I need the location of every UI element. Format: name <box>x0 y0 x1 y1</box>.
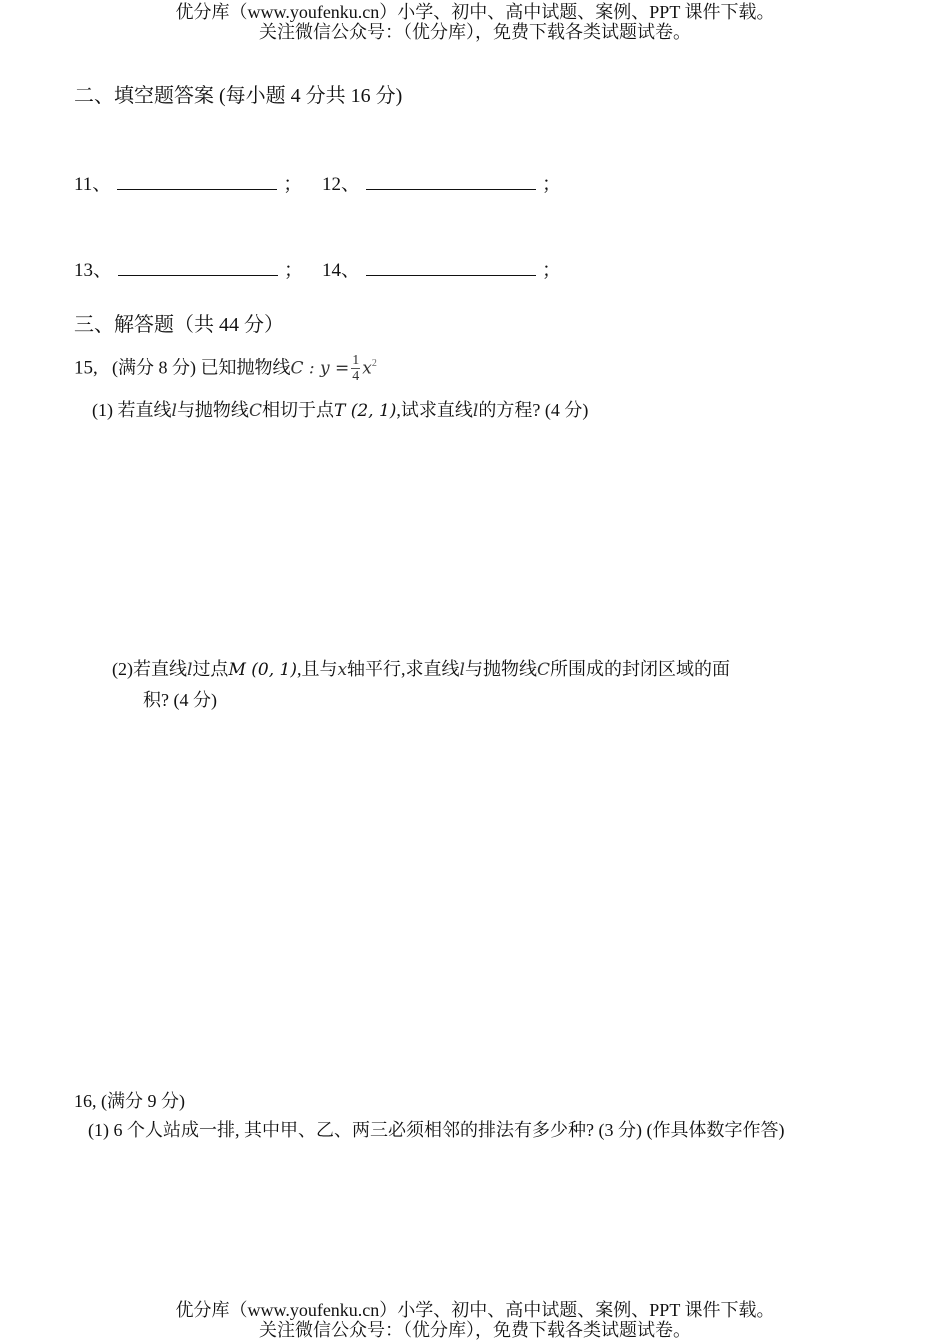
question-15 <box>74 352 377 384</box>
blank-number: 12、 <box>322 174 361 195</box>
var-l: l <box>171 401 177 421</box>
blank-13 <box>74 257 303 283</box>
fraction-numerator: 1 <box>352 353 360 369</box>
blank-end: ； <box>542 260 562 281</box>
question-number: 15, <box>74 357 98 379</box>
text: ,且与 <box>296 659 338 679</box>
text: 所围成的封闭区域的面 <box>550 659 730 679</box>
text: 与抛物线 <box>464 659 537 679</box>
section-2-title: 二、填空题答案 (每小题 4 分共 16 分) <box>74 85 403 107</box>
point-t: T (2, 1) <box>333 401 397 421</box>
var-c: C <box>248 401 262 421</box>
page-header-line1: 优分库（www.youfenku.cn）小学、初中、高中试题、案例、PPT 课件下载。 <box>175 2 775 22</box>
blank-number: 13、 <box>74 260 113 281</box>
text: ,试求直线 <box>396 400 473 420</box>
equation-lhs: C : y = <box>290 358 350 379</box>
question-16-part-1: (1) 6 个人站成一排, 其中甲、乙、两三必须相邻的排法有多少种? (3 分) (作具体数字作答) <box>88 1120 785 1140</box>
var-l: l <box>472 401 479 421</box>
question-15-part-2-cont: 积? (4 分) <box>143 690 217 710</box>
point-m: M (0, 1) <box>228 660 297 680</box>
section-3-title: 三、解答题（共 44 分） <box>74 314 284 336</box>
blank-end: ； <box>542 174 562 195</box>
var-l: l <box>187 660 193 680</box>
text: 相切于点 <box>261 400 334 420</box>
page-footer-line1: 优分库（www.youfenku.cn）小学、初中、高中试题、案例、PPT 课件下载。 <box>175 1300 775 1320</box>
page-footer-line2: 关注微信公众号：（优分库），免费下载各类试题试卷。 <box>259 1320 691 1340</box>
text: 过点 <box>192 659 229 679</box>
question-15-part-2 <box>112 657 730 682</box>
answer-line <box>366 257 536 276</box>
text: 轴平行,求直线 <box>347 659 460 679</box>
fraction-denominator: 4 <box>352 369 360 385</box>
blank-end: ； <box>283 174 303 195</box>
answer-line <box>366 171 536 190</box>
answer-line <box>118 257 278 276</box>
blank-14 <box>322 257 561 283</box>
answer-line <box>117 171 277 190</box>
text: (2)若直线 <box>112 659 187 679</box>
text: (1) 若直线 <box>92 400 172 420</box>
var-l: l <box>459 660 465 680</box>
blank-number: 14、 <box>322 260 361 281</box>
blank-number: 11、 <box>74 174 112 195</box>
text: 的方程? (4 分) <box>478 400 589 420</box>
question-16-title: 16, (满分 9 分) <box>74 1091 185 1111</box>
var-x: x <box>337 660 348 680</box>
fraction <box>351 353 360 384</box>
var-c: C <box>536 660 550 680</box>
page-header-line2: 关注微信公众号：（优分库），免费下载各类试题试卷。 <box>259 22 691 42</box>
equation-rhs: x <box>362 358 372 379</box>
blank-12 <box>322 171 561 197</box>
exponent: 2 <box>371 358 377 369</box>
question-15-part-1 <box>92 398 588 423</box>
blank-11 <box>74 171 302 197</box>
question-intro: (满分 8 分) 已知抛物线 <box>112 357 291 378</box>
text: 与抛物线 <box>176 400 249 420</box>
blank-end: ； <box>284 260 304 281</box>
